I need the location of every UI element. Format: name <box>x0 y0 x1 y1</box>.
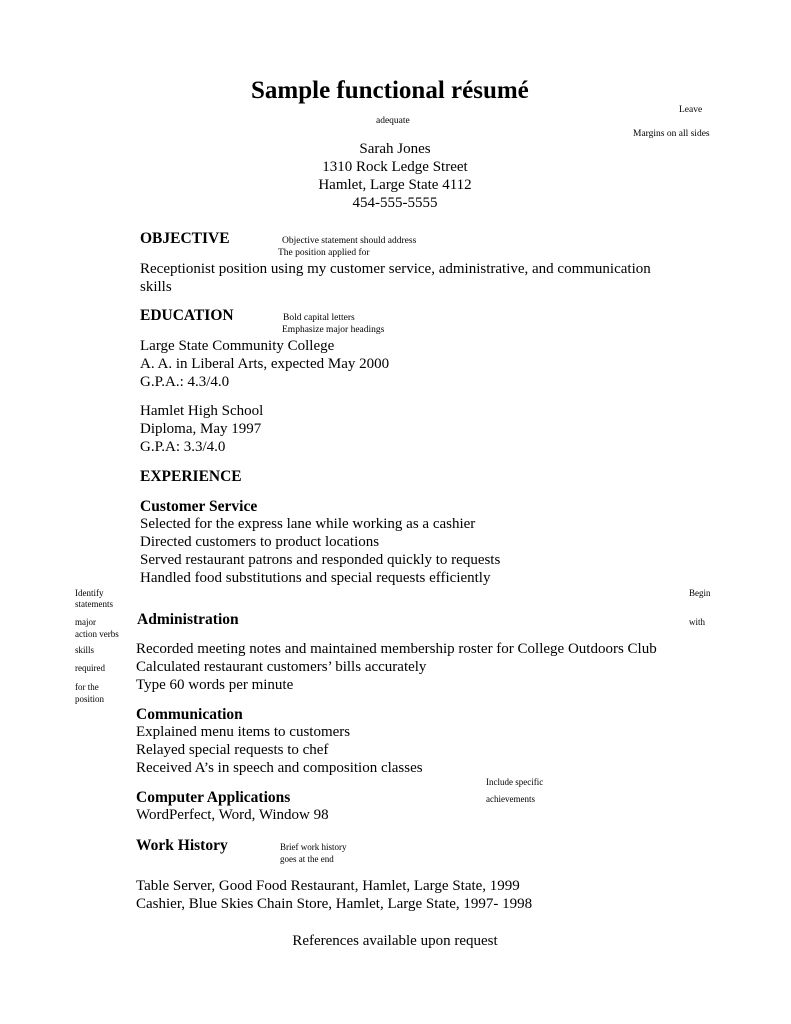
list-item: Explained menu items to customers <box>136 724 351 740</box>
college-degree: A. A. in Liberal Arts, expected May 2000 <box>140 356 390 372</box>
left-note-major: major <box>75 617 96 627</box>
objective-text <box>140 260 651 296</box>
objective-line-1: Receptionist position using my customer service, administrative, and communication <box>140 261 651 277</box>
list-item: Table Server, Good Food Restaurant, Hamlet, Large State, 1999 <box>136 878 520 894</box>
work-history-note-1: Brief work history <box>280 842 347 852</box>
education-note-1: Bold capital letters <box>283 313 355 323</box>
contact-name: Sarah Jones <box>359 141 431 157</box>
list-item: Received A’s in speech and composition classes <box>136 760 423 776</box>
customer-service-list <box>140 515 500 587</box>
objective-note-2: The position applied for <box>278 248 370 258</box>
college-gpa: G.P.A.: 4.3/4.0 <box>140 374 230 390</box>
left-note-statements: statements <box>75 599 113 609</box>
work-history-note-2: goes at the end <box>280 854 334 864</box>
high-school-diploma: Diploma, May 1997 <box>140 421 262 437</box>
list-item: Served restaurant patrons and responded quickly to requests <box>140 552 501 568</box>
communication-heading: Communication <box>136 706 243 723</box>
work-history-heading: Work History <box>136 837 228 854</box>
work-history-list <box>136 877 532 913</box>
list-item: Calculated restaurant customers’ bills accurately <box>136 659 427 675</box>
education-note-2: Emphasize major headings <box>282 325 385 335</box>
high-school-name: Hamlet High School <box>140 403 264 419</box>
achievements-note-1: Include specific <box>486 777 544 787</box>
list-item: Type 60 words per minute <box>136 677 294 693</box>
right-note-with: with <box>689 617 706 627</box>
page-title: Sample functional résumé <box>251 77 529 104</box>
left-note-action-verbs: action verbs <box>75 629 119 639</box>
left-note-identify: Identify <box>75 588 104 598</box>
education-high-school <box>140 402 263 456</box>
objective-line-2: skills <box>140 279 172 295</box>
administration-heading: Administration <box>137 611 239 628</box>
margin-note-adequate: adequate <box>376 116 410 126</box>
high-school-gpa: G.P.A: 3.3/4.0 <box>140 439 226 455</box>
objective-heading: OBJECTIVE <box>140 230 230 247</box>
list-item: Cashier, Blue Skies Chain Store, Hamlet, Large State, 1997- 1998 <box>136 896 533 912</box>
references-line: References available upon request <box>292 933 498 949</box>
college-name: Large State Community College <box>140 338 335 354</box>
list-item: Selected for the express lane while working as a cashier <box>140 516 476 532</box>
left-note-required: required <box>75 663 105 673</box>
left-note-position: position <box>75 694 105 704</box>
list-item: Relayed special requests to chef <box>136 742 329 758</box>
computer-applications-heading: Computer Applications <box>136 789 291 806</box>
customer-service-heading: Customer Service <box>140 498 258 515</box>
education-heading: EDUCATION <box>140 307 234 324</box>
right-note-begin: Begin <box>689 588 711 598</box>
contact-phone: 454-555-5555 <box>352 195 438 211</box>
achievements-note-2: achievements <box>486 794 535 804</box>
left-note-for-the: for the <box>75 682 99 692</box>
margin-note-margins: Margins on all sides <box>633 129 710 139</box>
contact-street: 1310 Rock Ledge Street <box>322 159 468 175</box>
left-note-skills: skills <box>75 645 95 655</box>
experience-heading: EXPERIENCE <box>140 468 242 485</box>
contact-city: Hamlet, Large State 4112 <box>318 177 472 193</box>
margin-note-leave: Leave <box>679 105 703 115</box>
contact-block <box>245 140 545 212</box>
list-item: WordPerfect, Word, Window 98 <box>136 807 329 823</box>
list-item: Recorded meeting notes and maintained membership roster for College Outdoors Club <box>136 641 657 657</box>
computer-applications-list <box>136 806 329 824</box>
administration-list <box>136 640 657 694</box>
objective-note-1: Objective statement should address <box>282 236 417 246</box>
list-item: Directed customers to product locations <box>140 534 380 550</box>
communication-list <box>136 723 423 777</box>
list-item: Handled food substitutions and special requests efficiently <box>140 570 491 586</box>
education-college <box>140 337 389 391</box>
